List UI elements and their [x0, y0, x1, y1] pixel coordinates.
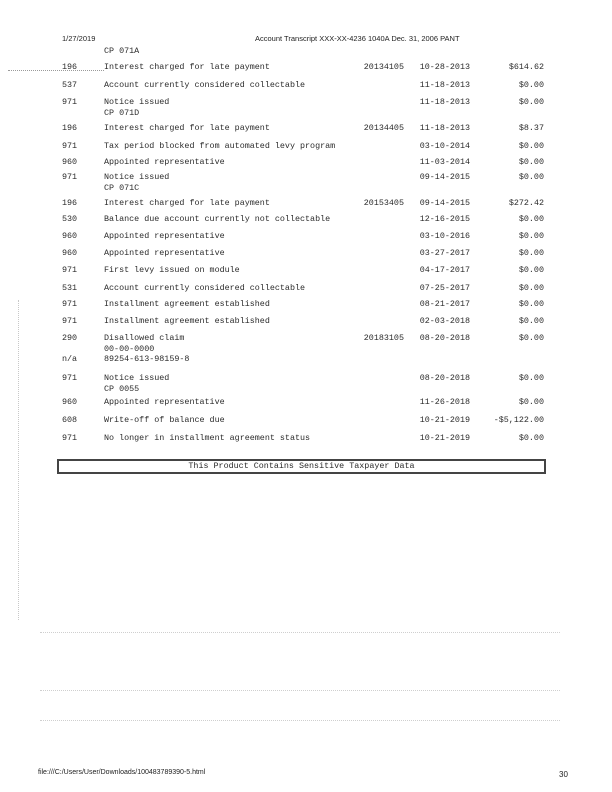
transaction-amount: $272.42	[508, 198, 544, 208]
transaction-code: 196	[62, 62, 78, 72]
transaction-code: 531	[62, 283, 78, 293]
transaction-date: 02-03-2018	[419, 316, 470, 326]
transaction-description: Notice issued	[104, 97, 170, 107]
transaction-date: 09-14-2015	[419, 172, 470, 182]
transaction-subnote: CP 071D	[104, 108, 140, 118]
transaction-description: First levy issued on module	[104, 265, 240, 275]
transaction-date: 10-21-2019	[419, 433, 470, 443]
transaction-description: Notice issued	[104, 373, 170, 383]
transaction-description: Installment agreement established	[104, 299, 270, 309]
print-date: 1/27/2019	[62, 34, 96, 43]
transaction-amount: $0.00	[518, 397, 544, 407]
transaction-amount: $0.00	[518, 157, 544, 167]
transaction-description: No longer in installment agreement status	[104, 433, 311, 443]
transaction-code: 196	[62, 198, 78, 208]
transaction-code: 960	[62, 248, 78, 258]
transaction-code: 608	[62, 415, 78, 425]
transaction-date: 08-20-2018	[419, 333, 470, 343]
transaction-description-cell	[104, 62, 270, 72]
transaction-code: 196	[62, 123, 78, 133]
transaction-subnote: CP 0055	[104, 384, 140, 394]
transaction-code: 960	[62, 231, 78, 241]
transaction-description-cell	[104, 141, 335, 151]
transaction-description: Appointed representative	[104, 248, 225, 258]
transaction-code: 971	[62, 141, 78, 151]
transaction-amount: $0.00	[518, 433, 544, 443]
transaction-description: Balance due account currently not collectable	[104, 214, 331, 224]
transcript-title: Account Transcript XXX-XX-4236 1040A Dec. 31, 2006 PANT	[255, 34, 460, 43]
transaction-description-cell	[104, 265, 240, 275]
transaction-code: 971	[62, 97, 78, 107]
transaction-date: 07-25-2017	[419, 283, 470, 293]
transaction-code: n/a	[62, 354, 78, 364]
transaction-description: Appointed representative	[104, 397, 225, 407]
transaction-description: Tax period blocked from automated levy program	[104, 141, 336, 151]
transaction-amount: $0.00	[518, 316, 544, 326]
transaction-description-cell	[104, 123, 270, 133]
transaction-amount: $0.00	[518, 265, 544, 275]
transaction-description-cell	[104, 231, 225, 241]
transaction-description-cell	[104, 397, 225, 407]
transaction-amount: $0.00	[518, 373, 544, 383]
transaction-description: Account currently considered collectable	[104, 80, 306, 90]
transaction-amount: $0.00	[518, 248, 544, 258]
transaction-description: Appointed representative	[104, 157, 225, 167]
transaction-description: Interest charged for late payment	[104, 123, 270, 133]
transaction-date: 11-03-2014	[419, 157, 470, 167]
transaction-description-cell	[104, 97, 169, 118]
scan-faint-line	[40, 690, 560, 691]
transaction-date: 03-10-2014	[419, 141, 470, 151]
scan-faint-line	[40, 632, 560, 633]
transaction-description-cell	[104, 80, 305, 90]
page-number: 30	[559, 770, 568, 779]
transaction-code: 537	[62, 80, 78, 90]
transaction-cycle: 20134405	[363, 123, 404, 133]
transaction-date: 12-16-2015	[419, 214, 470, 224]
transaction-code: 971	[62, 373, 78, 383]
transaction-description-cell	[104, 316, 270, 326]
transaction-code: 530	[62, 214, 78, 224]
transaction-code: 960	[62, 397, 78, 407]
transaction-description: 89254-613-98159-8	[104, 354, 190, 364]
transaction-description: Account currently considered collectable	[104, 283, 306, 293]
transaction-cycle: 20183105	[363, 333, 404, 343]
transaction-subnote: 00-00-0000	[104, 344, 155, 354]
transaction-code: 960	[62, 157, 78, 167]
transaction-date: 11-18-2013	[419, 80, 470, 90]
transaction-amount: $0.00	[518, 97, 544, 107]
transaction-date: 10-21-2019	[419, 415, 470, 425]
transaction-amount: $0.00	[518, 299, 544, 309]
transaction-description: Appointed representative	[104, 231, 225, 241]
transaction-code: 971	[62, 433, 78, 443]
transaction-code: 971	[62, 316, 78, 326]
transaction-description-cell	[104, 172, 169, 193]
transaction-amount: $0.00	[518, 231, 544, 241]
transaction-description: Disallowed claim	[104, 333, 185, 343]
transaction-date: 03-10-2016	[419, 231, 470, 241]
transaction-description: Interest charged for late payment	[104, 62, 270, 72]
transaction-description-cell	[104, 333, 184, 354]
transaction-description-cell	[104, 415, 225, 425]
sensitive-data-banner	[57, 459, 546, 474]
transaction-date: 08-20-2018	[419, 373, 470, 383]
transaction-date: 09-14-2015	[419, 198, 470, 208]
transaction-description: Installment agreement established	[104, 316, 270, 326]
transaction-amount: $0.00	[518, 141, 544, 151]
transaction-description: Notice issued	[104, 172, 170, 182]
sensitive-data-banner-text: This Product Contains Sensitive Taxpayer Data	[188, 461, 415, 471]
transaction-description: Interest charged for late payment	[104, 198, 270, 208]
transaction-description-cell	[104, 433, 310, 443]
transaction-description-cell	[104, 198, 270, 208]
transaction-amount: $8.37	[518, 123, 544, 133]
transaction-description-cell	[104, 248, 225, 258]
transaction-date: 11-18-2013	[419, 123, 470, 133]
carryover-notice-code: CP 071A	[104, 46, 140, 56]
transaction-description: Write-off of balance due	[104, 415, 225, 425]
transaction-date: 08-21-2017	[419, 299, 470, 309]
transaction-date: 04-17-2017	[419, 265, 470, 275]
transaction-code: 971	[62, 265, 78, 275]
transaction-date: 10-28-2013	[419, 62, 470, 72]
transaction-code: 971	[62, 172, 78, 182]
transaction-description-cell	[104, 283, 305, 293]
transaction-cycle: 20134105	[363, 62, 404, 72]
transaction-description-cell	[104, 299, 270, 309]
transaction-date: 03-27-2017	[419, 248, 470, 258]
transaction-description-cell	[104, 157, 225, 167]
transaction-date: 11-18-2013	[419, 97, 470, 107]
transaction-amount: $614.62	[508, 62, 544, 72]
transaction-amount: $0.00	[518, 283, 544, 293]
transaction-amount: -$5,122.00	[493, 415, 544, 425]
transaction-amount: $0.00	[518, 172, 544, 182]
transaction-amount: $0.00	[518, 214, 544, 224]
transaction-description-cell	[104, 373, 169, 394]
transaction-amount: $0.00	[518, 333, 544, 343]
file-path: file:///C:/Users/User/Downloads/100483789390-5.html	[38, 769, 206, 776]
transaction-description-cell	[104, 354, 189, 364]
transaction-code: 290	[62, 333, 78, 343]
transaction-amount: $0.00	[518, 80, 544, 90]
scan-edge-line	[18, 300, 19, 620]
transaction-date: 11-26-2018	[419, 397, 470, 407]
transaction-code: 971	[62, 299, 78, 309]
scan-faint-line	[40, 720, 560, 721]
transaction-cycle: 20153405	[363, 198, 404, 208]
transaction-subnote: CP 071C	[104, 183, 140, 193]
transaction-description-cell	[104, 214, 330, 224]
